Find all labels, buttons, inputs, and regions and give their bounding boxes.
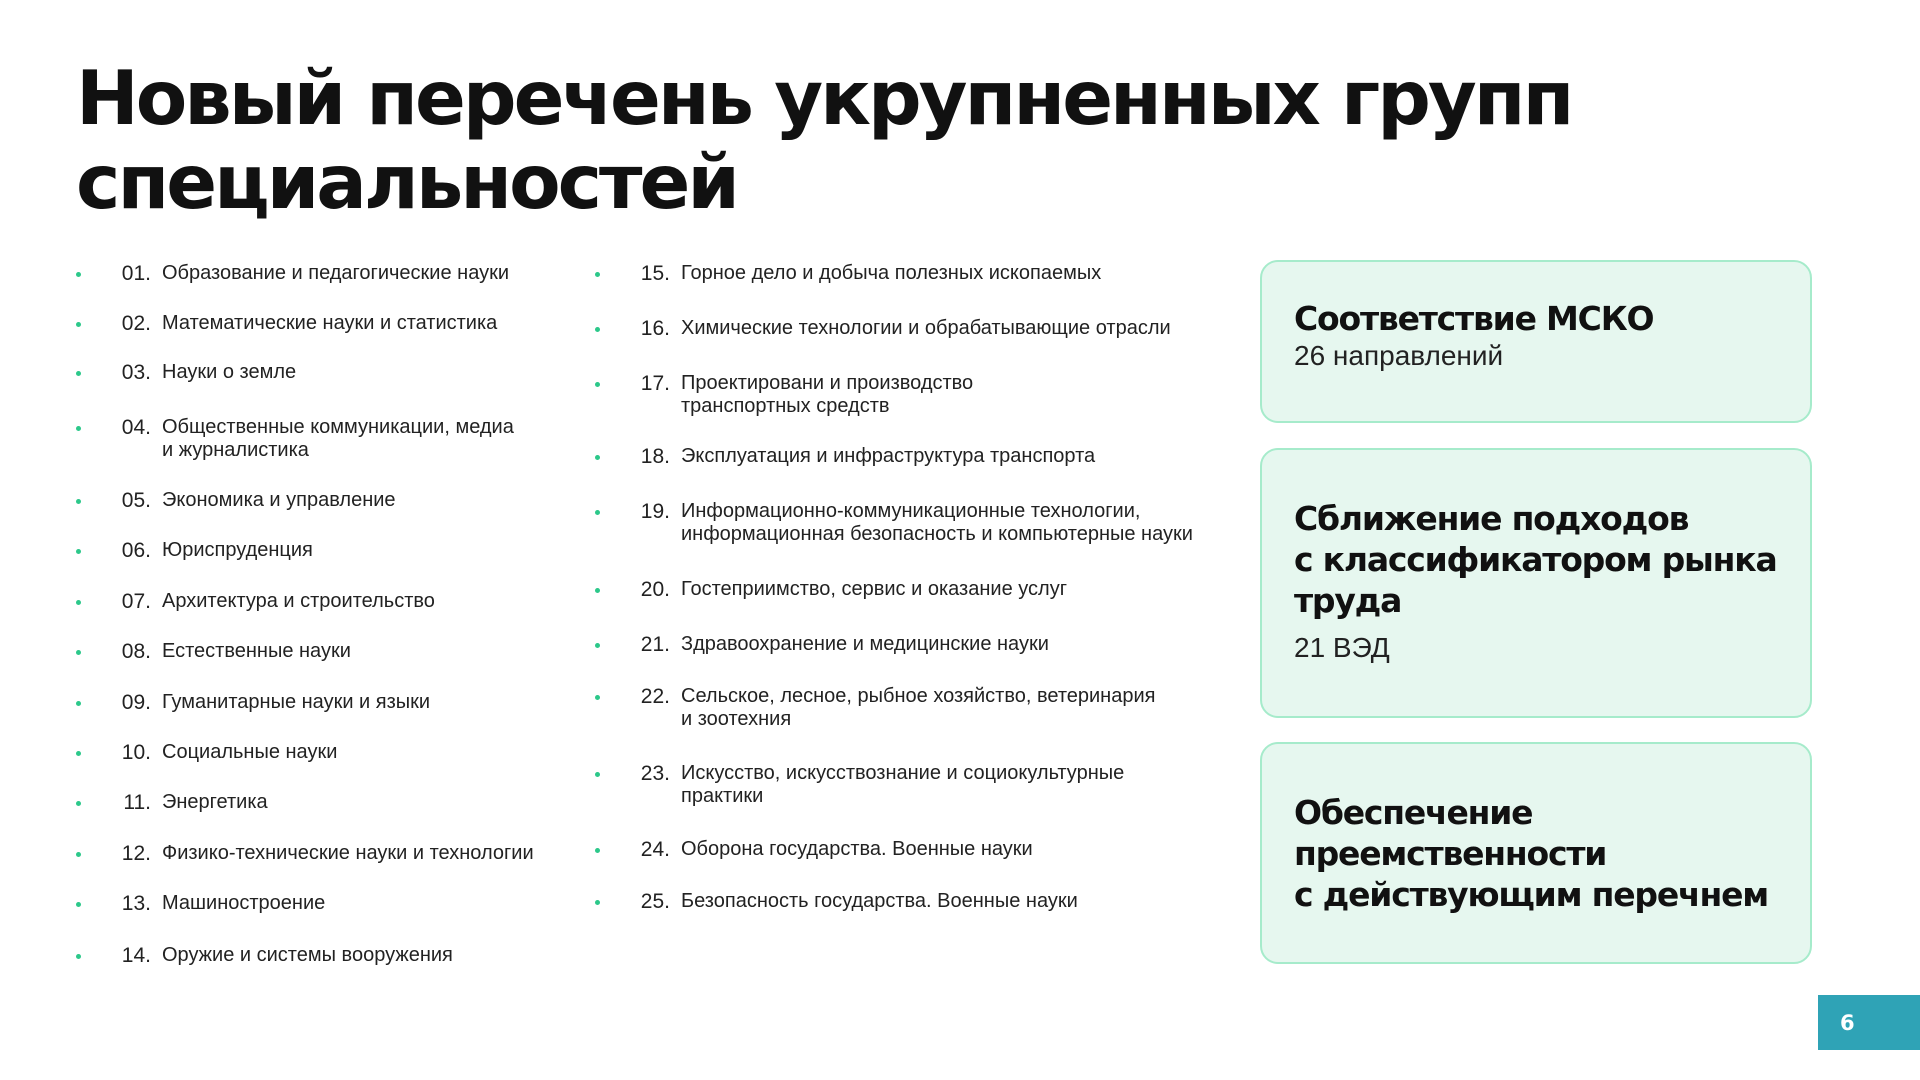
- highlight-card-title-line: с действующим перечнем: [1294, 875, 1769, 914]
- bullet-icon: [595, 327, 600, 332]
- list-item: [595, 685, 1155, 731]
- bullet-icon: [595, 272, 600, 277]
- list-item-text: [681, 445, 1095, 468]
- list-item-text: [162, 791, 268, 814]
- list-item: [595, 578, 1067, 601]
- list-item-text: [681, 317, 1171, 340]
- list-item: [76, 489, 396, 512]
- bullet-icon: [76, 954, 81, 959]
- list-item-text: [162, 590, 435, 613]
- list-item-text: [162, 944, 453, 967]
- list-item: [76, 640, 351, 663]
- list-item-line: Безопасность государства. Военные науки: [681, 890, 1078, 912]
- bullet-icon: [76, 426, 81, 431]
- list-item-number: 24.: [640, 838, 670, 861]
- list-item: [595, 445, 1095, 468]
- list-item-line: Эксплуатация и инфраструктура транспорта: [681, 445, 1096, 467]
- highlight-card: [1260, 742, 1812, 964]
- list-item-text: [162, 262, 509, 285]
- list-item-number: 20.: [640, 578, 670, 601]
- list-item-number: 12.: [121, 842, 151, 865]
- list-item-number: 16.: [640, 317, 670, 340]
- list-item-text: [681, 762, 1124, 808]
- list-item: [595, 317, 1171, 340]
- list-item: [76, 361, 296, 384]
- list-item-text: [681, 633, 1049, 656]
- list-item-line: Искусство, искусствознание и социокультурные: [681, 762, 1125, 784]
- list-item-line: Архитектура и строительство: [162, 590, 435, 612]
- list-item: [76, 944, 453, 967]
- list-item-line: Оружие и системы вооружения: [162, 944, 453, 966]
- list-item-text: [681, 838, 1033, 861]
- list-item-line: Химические технологии и обрабатывающие отрасли: [681, 317, 1171, 339]
- bullet-icon: [76, 902, 81, 907]
- list-item-number: 05.: [121, 489, 151, 512]
- list-item-line: Проектировани и производство: [681, 372, 974, 394]
- list-item-line: Оборона государства. Военные науки: [681, 838, 1033, 860]
- highlight-card-title-line: Соответствие МСКО: [1294, 299, 1654, 338]
- bullet-icon: [76, 650, 81, 655]
- list-item-line: Информационно-коммуникационные технологии,: [681, 500, 1141, 522]
- list-item-number: 17.: [640, 372, 670, 395]
- list-item-text: [162, 892, 325, 915]
- list-item-line: Общественные коммуникации, медиа: [162, 416, 514, 438]
- list-item-text: [162, 640, 351, 663]
- list-item-line: Гуманитарные науки и языки: [162, 691, 431, 713]
- list-item-number: 21.: [640, 633, 670, 656]
- list-item-line: Машиностроение: [162, 892, 326, 914]
- list-item-text: [681, 372, 973, 418]
- list-item-text: [162, 489, 396, 512]
- list-item-line: Экономика и управление: [162, 489, 396, 511]
- list-item-line: Социальные науки: [162, 741, 338, 763]
- list-item-text: [162, 416, 514, 462]
- highlight-card-title-line: Обеспечение: [1294, 793, 1533, 832]
- bullet-icon: [76, 499, 81, 504]
- list-item-line: практики: [681, 785, 764, 807]
- bullet-icon: [76, 852, 81, 857]
- list-item: [595, 633, 1049, 656]
- list-item: [595, 500, 1193, 546]
- list-item-line: и журналистика: [162, 439, 309, 461]
- highlight-card: [1260, 260, 1812, 423]
- list-item-number: 04.: [121, 416, 151, 439]
- highlight-card: [1260, 448, 1812, 718]
- list-item: [76, 262, 509, 285]
- list-item-text: [162, 539, 313, 562]
- bullet-icon: [76, 272, 81, 277]
- list-item-number: 22.: [640, 685, 670, 708]
- list-item-line: Физико-технические науки и технологии: [162, 842, 534, 864]
- highlight-card-title: [1294, 498, 1810, 621]
- list-item-number: 03.: [121, 361, 151, 384]
- list-item: [76, 312, 497, 335]
- list-item: [76, 691, 430, 714]
- list-item-line: Сельское, лесное, рыбное хозяйство, ветеринария: [681, 685, 1156, 707]
- highlight-card-title-line: труда: [1294, 581, 1402, 620]
- list-item: [595, 890, 1078, 913]
- list-item: [76, 590, 435, 613]
- bullet-icon: [595, 695, 600, 700]
- list-item-line: Гостеприимство, сервис и оказание услуг: [681, 578, 1067, 600]
- highlight-card-title-line: с классификатором рынка: [1294, 540, 1777, 579]
- list-item-line: Естественные науки: [162, 640, 351, 662]
- list-item: [76, 892, 325, 915]
- highlight-card-title-line: Сближение подходов: [1294, 499, 1689, 538]
- list-item-number: 10.: [121, 741, 151, 764]
- list-item-line: Образование и педагогические науки: [162, 262, 510, 284]
- list-item-number: 25.: [640, 890, 670, 913]
- list-item-number: 08.: [121, 640, 151, 663]
- bullet-icon: [595, 848, 600, 853]
- bullet-icon: [595, 643, 600, 648]
- list-item-number: 11.: [123, 791, 151, 814]
- bullet-icon: [595, 510, 600, 515]
- list-item-line: Науки о земле: [162, 361, 297, 383]
- list-item-number: 13.: [121, 892, 151, 915]
- list-item-line: Математические науки и статистика: [162, 312, 498, 334]
- highlight-card-title-line: преемственности: [1294, 834, 1607, 873]
- list-item-number: 01.: [121, 262, 151, 285]
- list-item-number: 06.: [121, 539, 151, 562]
- bullet-icon: [595, 900, 600, 905]
- bullet-icon: [76, 549, 81, 554]
- list-item-text: [681, 578, 1067, 601]
- slide-title-line-1: Новый перечень укрупненных групп: [76, 54, 1572, 142]
- list-item-line: и зоотехния: [681, 708, 792, 730]
- list-item: [76, 791, 268, 814]
- list-item: [76, 416, 514, 462]
- list-item-line: Горное дело и добыча полезных ископаемых: [681, 262, 1102, 284]
- list-item-line: Здравоохранение и медицинские науки: [681, 633, 1049, 655]
- list-item: [595, 762, 1124, 808]
- list-item-line: Энергетика: [162, 791, 268, 813]
- list-item-text: [162, 312, 497, 335]
- list-item-text: [681, 262, 1101, 285]
- highlight-card-subtitle: 21 ВЭД: [1294, 632, 1390, 663]
- list-item-line: Юриспруденция: [162, 539, 313, 561]
- bullet-icon: [76, 751, 81, 756]
- list-item-text: [681, 685, 1155, 731]
- bullet-icon: [76, 322, 81, 327]
- list-item-number: 09.: [121, 691, 151, 714]
- bullet-icon: [595, 382, 600, 387]
- list-item-number: 15.: [640, 262, 670, 285]
- slide-title-line-2: специальностей: [76, 138, 737, 226]
- list-item-number: 07.: [121, 590, 151, 613]
- list-item: [76, 539, 313, 562]
- list-item-number: 19.: [640, 500, 670, 523]
- list-item-text: [162, 741, 337, 764]
- list-item-text: [162, 361, 296, 384]
- bullet-icon: [595, 772, 600, 777]
- slide-title: [76, 56, 1576, 224]
- bullet-icon: [76, 371, 81, 376]
- bullet-icon: [595, 588, 600, 593]
- list-item-text: [681, 500, 1193, 546]
- list-item: [76, 741, 337, 764]
- list-item-number: 23.: [640, 762, 670, 785]
- list-item: [76, 842, 534, 865]
- highlight-card-subtitle: 26 направлений: [1294, 340, 1504, 371]
- bullet-icon: [76, 600, 81, 605]
- highlight-card-title: [1294, 792, 1810, 915]
- list-item-line: транспортных средств: [681, 395, 890, 417]
- page-number: 6: [1818, 995, 1920, 1050]
- list-item-text: [681, 890, 1078, 913]
- list-item-number: 18.: [640, 445, 670, 468]
- list-item-number: 14.: [121, 944, 151, 967]
- bullet-icon: [76, 801, 81, 806]
- list-item: [595, 838, 1033, 861]
- list-item-number: 02.: [121, 312, 151, 335]
- list-item-text: [162, 691, 430, 714]
- bullet-icon: [595, 455, 600, 460]
- bullet-icon: [76, 701, 81, 706]
- list-item: [595, 262, 1101, 285]
- list-item-line: информационная безопасность и компьютерные науки: [681, 523, 1193, 545]
- list-item-text: [162, 842, 534, 865]
- list-item: [595, 372, 973, 418]
- highlight-card-title: [1294, 298, 1810, 339]
